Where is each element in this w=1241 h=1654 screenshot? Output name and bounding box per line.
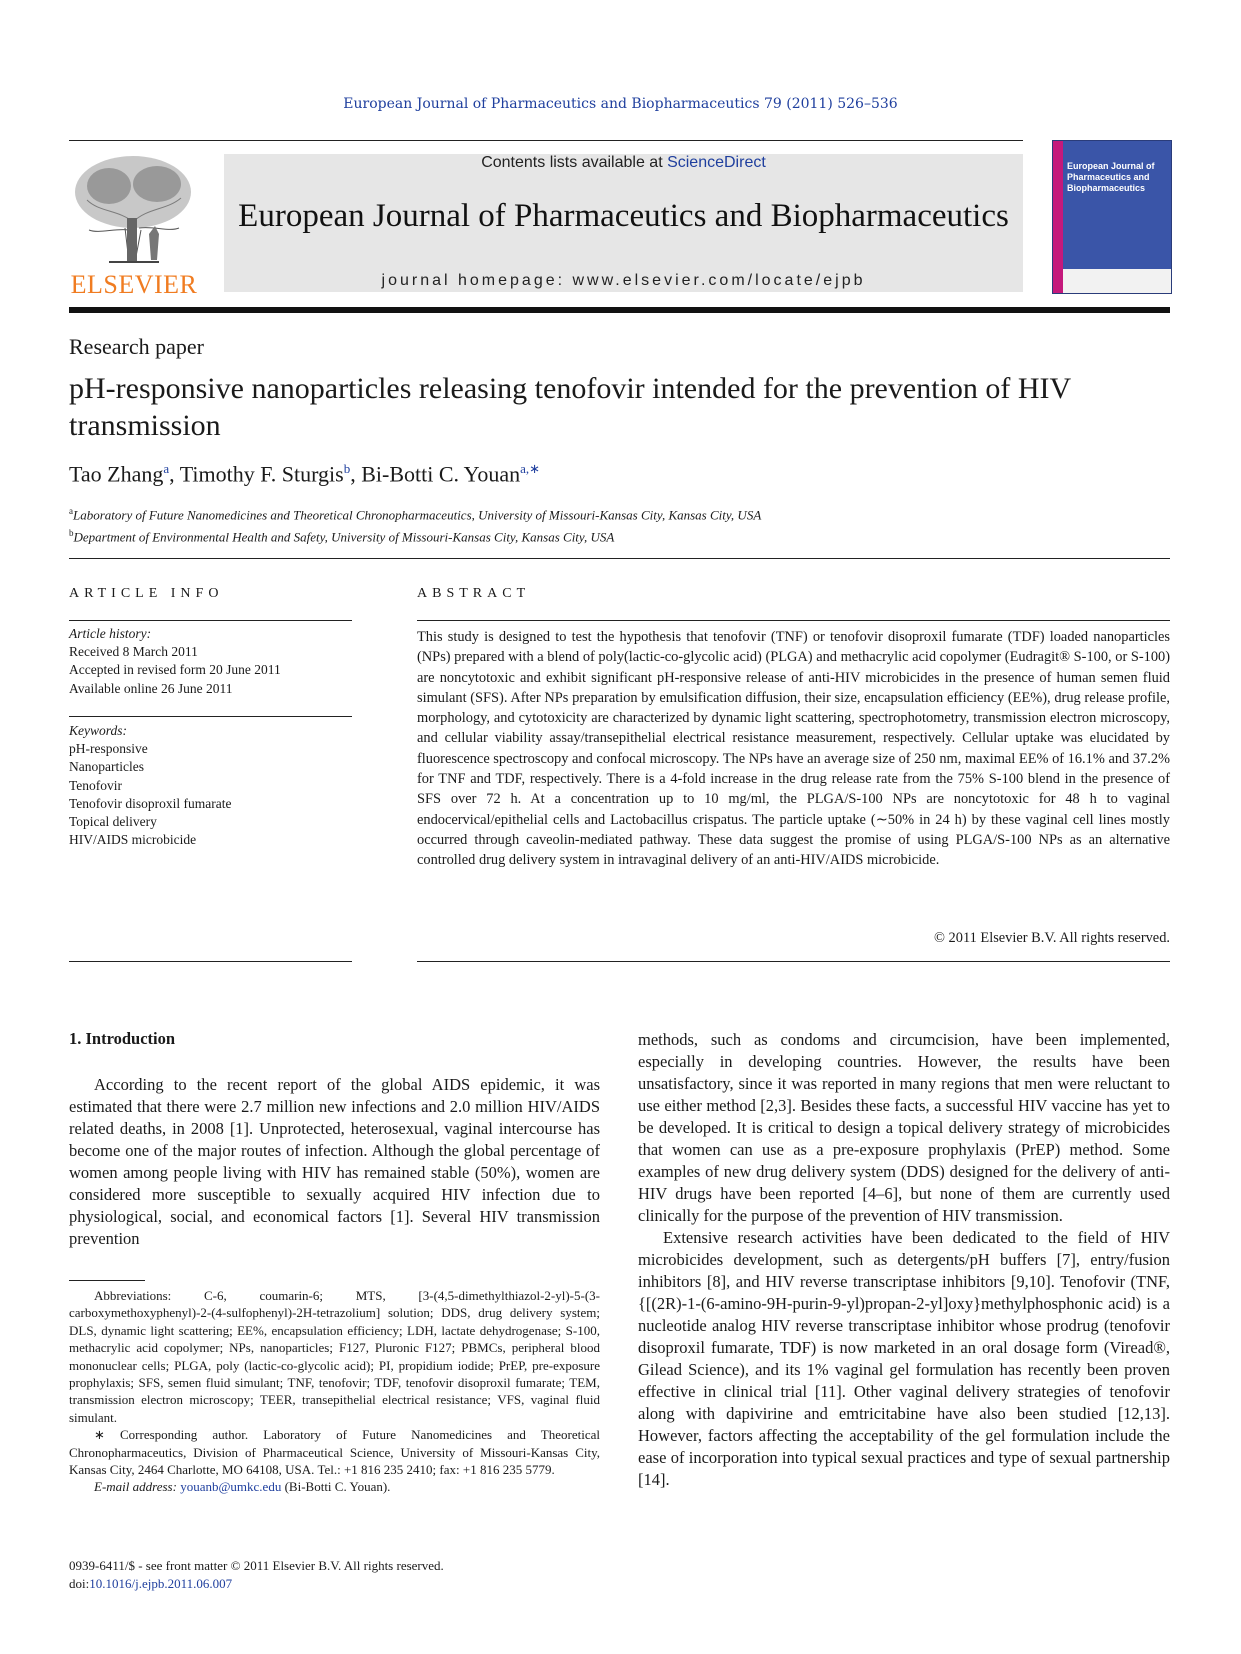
- email-link[interactable]: youanb@umkc.edu: [180, 1479, 282, 1495]
- abstract-heading: ABSTRACT: [417, 586, 531, 601]
- keyword: Tenofovir disoproxil fumarate: [69, 795, 232, 811]
- journal-homepage[interactable]: journal homepage: www.elsevier.com/locate/ejpb: [381, 272, 866, 289]
- cover-footer: [1063, 269, 1171, 293]
- header-rule: [69, 140, 1023, 141]
- journal-cover-thumbnail: [1052, 140, 1172, 294]
- journal-title: European Journal of Pharmaceutics and Biopharmaceutics: [238, 198, 1009, 234]
- body-paragraph: Extensive research activities have been dedicated to the field of HIV microbicides development, such as detergents/pH buffers [7], entry/fusion inhibitors [8], and HIV reverse transcriptase inhibitors [9,10]. Tenofovir (TNF, {[(2R)-1-(6-amino-9H-purin-9-yl)propan-2-yl]oxy}methylphosphonic acid) is a nucleotide analog HIV reverse transcriptase inhibitor whose prodrug (tenofovir disoproxil fumarate, TDF) is now marketed in an oral dosage form (Viread®, Gilead Science), and its 1% vaginal gel formulation has recently been proven effective in clinical trial [11]. Other vaginal delivery strategies of tenofovir along with dapivirine and emtricitabine have also been studied [12,13]. However, factors affecting the acceptability of the gel formulation include the ease of incorporation into typical sexual practices and type of sexual partnership [14].: [638, 1228, 1170, 1489]
- body-paragraph: According to the recent report of the global AIDS epidemic, it was estimated that there were 2.7 million new infections and 2.0 million HIV/AIDS related deaths, in 2008 [1]. Unprotected, heterosexual, vaginal intercourse has become one of the major routes of infection. Although the global percentage of women among people living with HIV has remained stable (50%), women are considered more susceptible to sexually acquired HIV infection due to physiological, social, and economical factors [1]. Several HIV transmission prevention: [69, 1075, 600, 1248]
- body-paragraph: methods, such as condoms and circumcision, have been implemented, especially in developing countries. However, the results have been unsatisfactory, since it was reported in many regions that men were reluctant to use either method [2,3]. Besides these facts, a successful HIV vaccine has yet to be developed. It is critical to design a topical delivery strategy of microbicides that women can use as a pre-exposure prophylaxis (PrEP) method. Some examples of new drug delivery system (DDS) designed for the delivery of anti-HIV drugs have been reported [4–6], but none of them are currently used clinically for the purpose of the prevention of HIV transmission.: [638, 1030, 1170, 1225]
- footnotes: [69, 1287, 600, 1496]
- author-affil-mark[interactable]: a: [163, 461, 170, 476]
- article-info-rule: [69, 716, 352, 717]
- affiliation-text: Laboratory of Future Nanomedicines and Theoretical Chronopharmaceutics, University of Missouri-Kansas City, Kansas City, USA: [73, 507, 762, 523]
- author-affil-mark[interactable]: b: [343, 461, 351, 476]
- author-name: Timothy F. Sturgis: [179, 461, 344, 487]
- abbreviations-footnote: Abbreviations: C-6, coumarin-6; MTS, [3-(4,5-dimethylthiazol-2-yl)-5-(3-carboxymethoxyphenyl)-2-(4-sulfophenyl)-2H-tetrazolium] solution; DDS, drug delivery system; DLS, dynamic light scattering; EE%, encapsulation efficiency; LDH, lactate dehydrogenase; S-100, methacrylic acid copolymer; NPs, nanoparticles; F127, Pluronic F127; PBMCs, peripheral blood mononuclear cells; PLGA, poly (lactic-co-glycolic acid); PI, propidium iodide; PrEP, pre-exposure prophylaxis; SFS, semen fluid simulant; TNF, tenofovir; TDF, tenofovir disoproxil fumarate; TEM, transmission electron microscopy; TEER, transepithelial electrical resistance; VFS, vaginal fluid simulant.: [69, 1288, 600, 1425]
- email-suffix: (Bi-Botti C. Youan).: [281, 1479, 391, 1495]
- issn-line: 0939-6411/$ - see front matter © 2011 Elsevier B.V. All rights reserved.: [69, 1558, 444, 1573]
- affiliation: [69, 502, 761, 524]
- article-info-rule: [69, 961, 352, 962]
- body-column-left: [69, 1074, 600, 1250]
- doi-line: [69, 1575, 444, 1593]
- footnote-rule: [69, 1280, 145, 1281]
- history-item: Available online 26 June 2011: [69, 680, 233, 696]
- body-column-right: [638, 1029, 1170, 1491]
- history-item: Received 8 March 2011: [69, 644, 198, 660]
- affiliations: [69, 502, 761, 547]
- affiliation-mark: b: [69, 528, 74, 539]
- front-matter: [69, 1557, 444, 1593]
- affiliation: [69, 524, 761, 546]
- abstract-copyright: © 2011 Elsevier B.V. All rights reserved.: [934, 930, 1170, 946]
- contents-line: [224, 154, 1023, 172]
- doi-label: doi:: [69, 1576, 90, 1591]
- keywords: [69, 722, 232, 849]
- cover-title: European Journal of Pharmaceutics and Biopharmaceutics: [1067, 161, 1155, 193]
- affiliation-text: Department of Environmental Health and Safety, University of Missouri-Kansas City, Kansas City, USA: [73, 529, 615, 545]
- author-name: Tao Zhang: [69, 461, 164, 487]
- article-info-heading: ARTICLE INFO: [69, 586, 224, 601]
- paper-type: Research paper: [69, 334, 204, 359]
- keyword: HIV/AIDS microbicide: [69, 832, 197, 848]
- email-label: E-mail address:: [94, 1479, 181, 1495]
- keywords-label: Keywords:: [69, 723, 127, 738]
- doi-link[interactable]: 10.1016/j.ejpb.2011.06.007: [89, 1576, 233, 1591]
- keyword: pH-responsive: [69, 741, 148, 757]
- email-footnote: [69, 1478, 600, 1495]
- abstract-rule: [417, 620, 1170, 621]
- contents-prefix: Contents lists available at: [481, 154, 668, 171]
- keyword: Topical delivery: [69, 814, 157, 830]
- abstract-rule: [417, 961, 1170, 962]
- sciencedirect-link[interactable]: ScienceDirect: [667, 154, 766, 171]
- cover-band: [1053, 141, 1063, 293]
- abstract-text: This study is designed to test the hypothesis that tenofovir (TNF) or tenofovir disoproxil fumarate (TDF) loaded nanoparticles (NPs) prepared with a blend of poly(lactic-co-glycolic acid) (PLGA) and methacrylic acid copolymer (Eudragit® S-100, or S-100) are noncytotoxic and exhibit significant pH-responsive release of anti-HIV microbicides in the presence of human semen fluid simulant (SFS). After NPs preparation by emulsification diffusion, their size, encapsulation efficiency (EE%), drug release profile, morphology, and cytotoxicity are characterized by dynamic light scattering, spectrophotometry, transmission electron microscopy, and cellular viability assay/transepithelial electrical resistance measurement, respectively. Cellular uptake was elucidated by fluorescence spectroscopy and confocal microscopy. The NPs have an average size of 250 nm, maximal EE% of 16.1% and 37.2% for TNF and TDF, respectively. There is a 4-fold increase in the drug release rate from the 75% S-100 blend in the presence of SFS over 72 h. At a concentration up to 10 mg/ml, the PLGA/S-100 NPs are noncytotoxic for 48 h to vaginal endocervical/epithelial cells and Lactobacillus crispatus. The particle uptake (∼50% in 24 h) by these vaginal cell lines mostly occurred through caveolin-mediated pathway. These data suggest the promise of using PLGA/S-100 NPs as an alternative controlled drug delivery system in intravaginal delivery of an anti-HIV/AIDS microbicide.: [417, 629, 1171, 869]
- paper-title: pH-responsive nanoparticles releasing tenofovir intended for the prevention of HIV transmission: [69, 372, 1071, 442]
- affiliation-mark: a: [69, 506, 73, 516]
- journal-reference[interactable]: European Journal of Pharmaceutics and Biopharmaceutics 79 (2011) 526–536: [343, 96, 898, 112]
- title-block-rule: [69, 558, 1170, 559]
- keyword: Nanoparticles: [69, 759, 144, 775]
- article-info-rule: [69, 620, 352, 621]
- article-history: [69, 625, 281, 698]
- keyword: Tenofovir: [69, 777, 123, 793]
- author-list: Tao Zhang$^a$, Timothy F. Sturgis$^b$, Bi-Botti C. Youan$^{a,∗}$: [69, 461, 541, 487]
- author-affil-mark[interactable]: a,∗: [520, 461, 541, 476]
- article-history-label: Article history:: [69, 626, 152, 641]
- history-item: Accepted in revised form 20 June 2011: [69, 662, 281, 678]
- elsevier-wordmark: ELSEVIER: [70, 270, 198, 299]
- author-name: Bi-Botti C. Youan: [361, 461, 521, 487]
- section-heading-introduction: 1. Introduction: [69, 1029, 176, 1048]
- header-thick-rule: [69, 307, 1170, 313]
- corresponding-author-footnote: ∗ Corresponding author. Laboratory of Future Nanomedicines and Theoretical Chronopharmaceutics, Division of Pharmaceutical Science, University of Missouri-Kansas City, Kansas City, 2464 Charlotte, MO 64108, USA. Tel.: +1 816 235 2410; fax: +1 816 235 5779.: [69, 1427, 600, 1478]
